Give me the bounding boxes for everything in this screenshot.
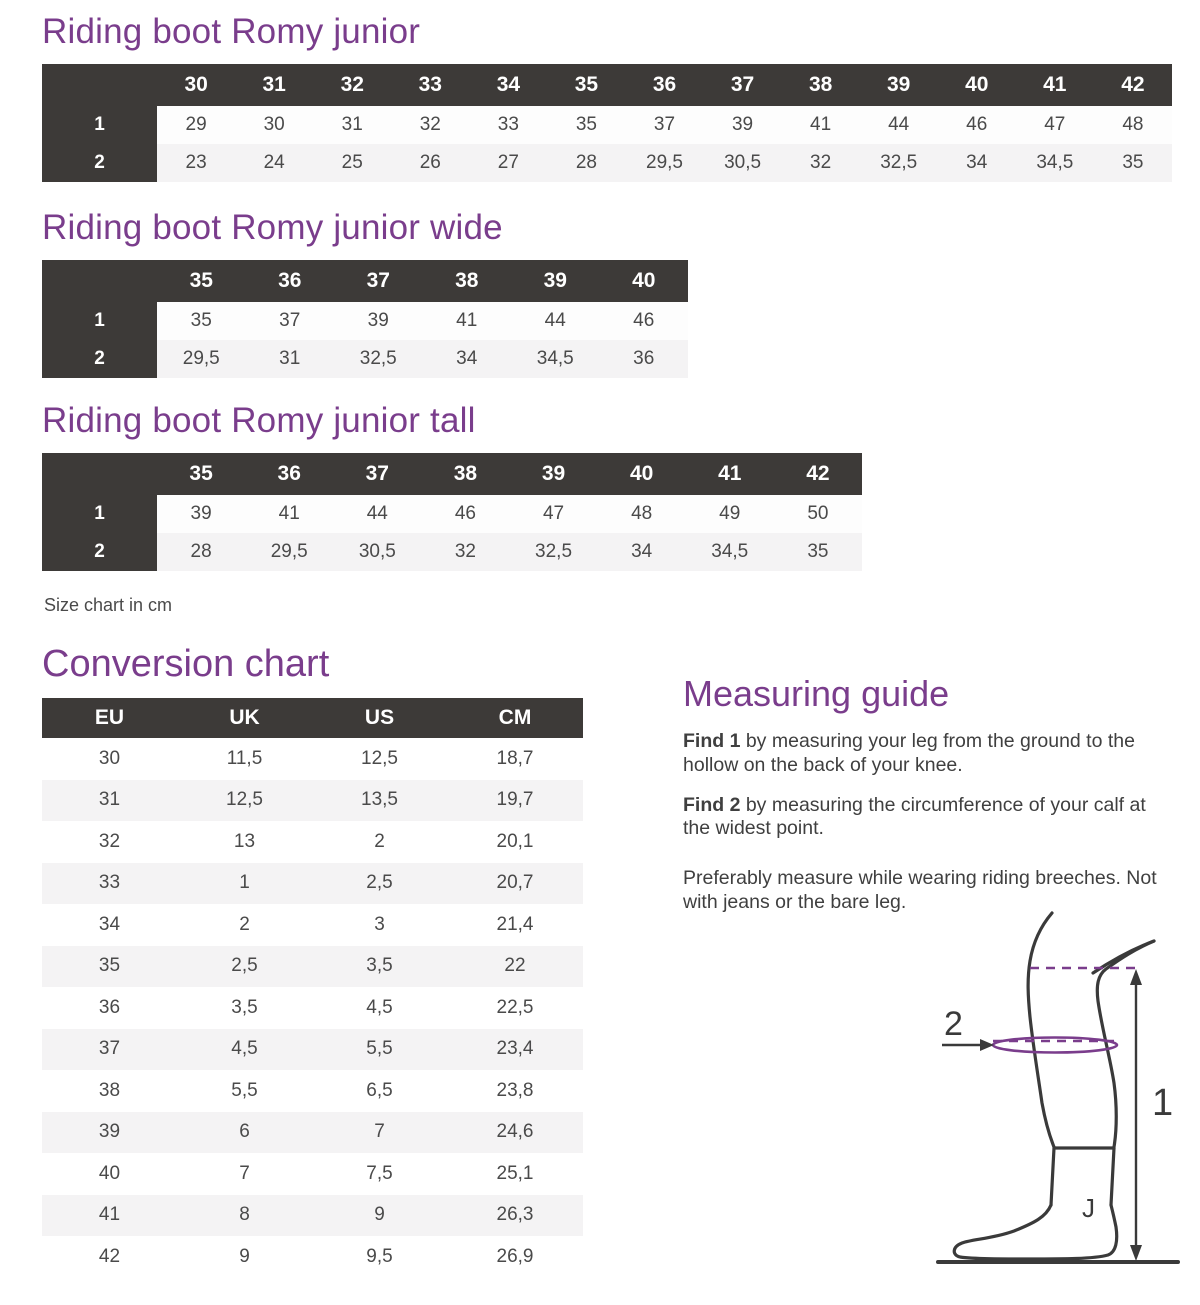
cell-us: 2,5 — [312, 863, 447, 905]
cell-uk: 1 — [177, 863, 312, 905]
column-header-cm: CM — [447, 698, 583, 738]
table-row — [42, 1195, 583, 1237]
column-header: 30 — [157, 64, 235, 106]
cell-eu: 35 — [42, 946, 177, 988]
column-header: 39 — [511, 260, 600, 302]
cell-uk: 13 — [177, 821, 312, 863]
column-header: 37 — [333, 453, 421, 495]
section-title-romy-junior: Riding boot Romy junior — [42, 12, 421, 51]
column-header: 31 — [235, 64, 313, 106]
table-row — [42, 1112, 583, 1154]
cell-us: 7,5 — [312, 1153, 447, 1195]
cell: 31 — [246, 340, 335, 378]
cell-us: 7 — [312, 1112, 447, 1154]
cell-uk: 2 — [177, 904, 312, 946]
measure-1-arrow — [1130, 969, 1142, 1261]
cell: 33 — [469, 106, 547, 144]
row-label: 1 — [42, 302, 157, 340]
cell-cm: 26,9 — [447, 1236, 583, 1278]
section-romy-junior-wide — [42, 210, 688, 378]
cell-cm: 21,4 — [447, 904, 583, 946]
cell-cm: 23,8 — [447, 1070, 583, 1112]
column-header: 37 — [334, 260, 423, 302]
cell-cm: 20,1 — [447, 821, 583, 863]
cell-us: 4,5 — [312, 987, 447, 1029]
cell: 25 — [313, 144, 391, 182]
column-header: 32 — [313, 64, 391, 106]
column-header: 38 — [782, 64, 860, 106]
cell: 48 — [598, 495, 686, 533]
cell: 39 — [704, 106, 782, 144]
cell: 39 — [157, 495, 245, 533]
column-header: 40 — [598, 453, 686, 495]
column-header: 36 — [246, 260, 335, 302]
size-table-romy-junior-tall — [42, 453, 862, 571]
cell: 34 — [938, 144, 1016, 182]
table-header-row — [42, 698, 583, 738]
column-header: 34 — [469, 64, 547, 106]
cell-cm: 18,7 — [447, 738, 583, 780]
cell: 46 — [421, 495, 509, 533]
cell: 34,5 — [511, 340, 600, 378]
section-title-romy-junior-wide: Riding boot Romy junior wide — [42, 208, 503, 247]
cell: 23 — [157, 144, 235, 182]
boot-shaft-left — [1051, 1148, 1054, 1205]
column-header: 36 — [245, 453, 333, 495]
cell: 41 — [782, 106, 860, 144]
cell-eu: 31 — [42, 780, 177, 822]
measuring-guide-paragraph-3: Preferably measure while wearing riding breeches. Not with jeans or the bare leg. — [683, 867, 1157, 913]
leg-diagram-svg — [930, 905, 1190, 1270]
cell-us: 9,5 — [312, 1236, 447, 1278]
cell: 46 — [600, 302, 689, 340]
cell: 35 — [157, 302, 246, 340]
column-header: 41 — [1016, 64, 1094, 106]
cell-us: 3,5 — [312, 946, 447, 988]
measuring-guide-paragraph-1 — [683, 730, 1163, 778]
section-title-romy-junior-tall: Riding boot Romy junior tall — [42, 401, 476, 440]
cell-uk: 7 — [177, 1153, 312, 1195]
cell-us: 2 — [312, 821, 447, 863]
cell: 28 — [157, 533, 245, 571]
cell: 49 — [686, 495, 774, 533]
cell-cm: 19,7 — [447, 780, 583, 822]
cell: 29,5 — [157, 340, 246, 378]
boot-shaft-right — [1111, 1148, 1114, 1205]
cell-eu: 32 — [42, 821, 177, 863]
cell-us: 13,5 — [312, 780, 447, 822]
table-row — [42, 987, 583, 1029]
cell: 36 — [600, 340, 689, 378]
cell-us: 3 — [312, 904, 447, 946]
find-1-text: by measuring your leg from the ground to the hollow on the back of your knee. — [683, 730, 1135, 776]
table-row — [42, 1236, 583, 1278]
cell: 34,5 — [686, 533, 774, 571]
column-header-eu: EU — [42, 698, 177, 738]
cell: 29,5 — [625, 144, 703, 182]
cell-uk: 9 — [177, 1236, 312, 1278]
row-label: 2 — [42, 144, 157, 182]
boot-mark-label: J — [1082, 1193, 1095, 1223]
column-header: 42 — [1094, 64, 1172, 106]
row-label: 2 — [42, 533, 157, 571]
measure-2-label: 2 — [944, 1005, 963, 1043]
cell-eu: 36 — [42, 987, 177, 1029]
measure-1-label: 1 — [1152, 1082, 1174, 1124]
table-row — [42, 1153, 583, 1195]
cell: 32 — [391, 106, 469, 144]
column-header: 38 — [421, 453, 509, 495]
table-row — [42, 302, 688, 340]
cell: 27 — [469, 144, 547, 182]
table-corner-cell — [42, 453, 157, 495]
size-chart-caption: Size chart in cm — [44, 595, 173, 615]
table-row — [42, 144, 1172, 182]
table-row — [42, 533, 862, 571]
cell: 48 — [1094, 106, 1172, 144]
column-header: 36 — [625, 64, 703, 106]
cell: 32,5 — [509, 533, 597, 571]
column-header: 40 — [938, 64, 1016, 106]
table-row — [42, 340, 688, 378]
cell: 34,5 — [1016, 144, 1094, 182]
leg-back-contour — [1097, 941, 1154, 1147]
column-header-us: US — [312, 698, 447, 738]
cell: 34 — [598, 533, 686, 571]
cell-cm: 26,3 — [447, 1195, 583, 1237]
column-header: 37 — [704, 64, 782, 106]
table-header-row — [42, 453, 862, 495]
cell: 44 — [511, 302, 600, 340]
cell: 32,5 — [334, 340, 423, 378]
find-2-label: Find 2 — [683, 793, 741, 816]
cell: 28 — [547, 144, 625, 182]
cell-uk: 12,5 — [177, 780, 312, 822]
cell-cm: 23,4 — [447, 1029, 583, 1071]
cell-cm: 22,5 — [447, 987, 583, 1029]
cell-eu: 30 — [42, 738, 177, 780]
cell: 47 — [1016, 106, 1094, 144]
cell: 32 — [782, 144, 860, 182]
column-header: 35 — [157, 260, 246, 302]
row-label: 1 — [42, 106, 157, 144]
conversion-table — [42, 698, 583, 1278]
table-row — [42, 904, 583, 946]
cell: 44 — [333, 495, 421, 533]
cell-uk: 4,5 — [177, 1029, 312, 1071]
cell-us: 12,5 — [312, 738, 447, 780]
column-header: 42 — [774, 453, 862, 495]
leg-measuring-diagram — [930, 905, 1190, 1270]
cell: 30 — [235, 106, 313, 144]
cell-cm: 24,6 — [447, 1112, 583, 1154]
cell: 29 — [157, 106, 235, 144]
leg-front-contour — [1028, 913, 1054, 1147]
table-row — [42, 1029, 583, 1071]
cell: 30,5 — [333, 533, 421, 571]
cell: 46 — [938, 106, 1016, 144]
cell-eu: 37 — [42, 1029, 177, 1071]
column-header: 38 — [423, 260, 512, 302]
cell: 31 — [313, 106, 391, 144]
cell-cm: 20,7 — [447, 863, 583, 905]
cell: 35 — [1094, 144, 1172, 182]
cell-uk: 5,5 — [177, 1070, 312, 1112]
table-row — [42, 495, 862, 533]
measuring-guide-paragraph-2 — [683, 794, 1163, 842]
conversion-chart-title: Conversion chart — [42, 643, 330, 685]
cell-eu: 41 — [42, 1195, 177, 1237]
cell-uk: 2,5 — [177, 946, 312, 988]
column-header: 39 — [509, 453, 597, 495]
cell: 44 — [860, 106, 938, 144]
cell-eu: 33 — [42, 863, 177, 905]
cell: 39 — [334, 302, 423, 340]
cell-eu: 34 — [42, 904, 177, 946]
table-corner-cell — [42, 260, 157, 302]
table-header-row — [42, 64, 1172, 106]
column-header: 33 — [391, 64, 469, 106]
cell-eu: 39 — [42, 1112, 177, 1154]
cell: 30,5 — [704, 144, 782, 182]
column-header: 41 — [686, 453, 774, 495]
cell-uk: 11,5 — [177, 738, 312, 780]
table-row — [42, 1070, 583, 1112]
column-header: 40 — [600, 260, 689, 302]
section-conversion-chart — [42, 645, 583, 1278]
cell-cm: 25,1 — [447, 1153, 583, 1195]
cell-us: 5,5 — [312, 1029, 447, 1071]
measuring-guide-title: Measuring guide — [683, 673, 950, 714]
cell: 41 — [423, 302, 512, 340]
row-label: 1 — [42, 495, 157, 533]
table-row — [42, 106, 1172, 144]
cell-eu: 38 — [42, 1070, 177, 1112]
table-row — [42, 738, 583, 780]
table-row — [42, 780, 583, 822]
cell: 32 — [421, 533, 509, 571]
size-table-romy-junior-wide — [42, 260, 688, 378]
cell-cm: 22 — [447, 946, 583, 988]
cell: 37 — [625, 106, 703, 144]
find-2-text: by measuring the circumference of your calf at the widest point. — [683, 793, 1146, 840]
column-header: 39 — [860, 64, 938, 106]
cell: 24 — [235, 144, 313, 182]
table-header-row — [42, 260, 688, 302]
cell: 32,5 — [860, 144, 938, 182]
section-romy-junior — [42, 14, 1172, 182]
cell: 41 — [245, 495, 333, 533]
table-row — [42, 821, 583, 863]
cell: 47 — [509, 495, 597, 533]
cell: 35 — [774, 533, 862, 571]
cell: 26 — [391, 144, 469, 182]
size-table-romy-junior — [42, 64, 1172, 182]
cell-us: 9 — [312, 1195, 447, 1237]
row-label: 2 — [42, 340, 157, 378]
cell-us: 6,5 — [312, 1070, 447, 1112]
find-1-label: Find 1 — [683, 730, 741, 752]
cell: 37 — [246, 302, 335, 340]
cell-uk: 8 — [177, 1195, 312, 1237]
cell: 50 — [774, 495, 862, 533]
cell-eu: 40 — [42, 1153, 177, 1195]
column-header: 35 — [547, 64, 625, 106]
cell-uk: 3,5 — [177, 987, 312, 1029]
paragraph-spacer — [683, 857, 1173, 867]
cell: 35 — [547, 106, 625, 144]
table-corner-cell — [42, 64, 157, 106]
section-measuring-guide — [683, 673, 1173, 931]
table-row — [42, 946, 583, 988]
section-romy-junior-tall — [42, 403, 862, 571]
column-header-uk: UK — [177, 698, 312, 738]
column-header: 35 — [157, 453, 245, 495]
cell-uk: 6 — [177, 1112, 312, 1154]
cell-eu: 42 — [42, 1236, 177, 1278]
cell: 29,5 — [245, 533, 333, 571]
table-row — [42, 863, 583, 905]
cell: 34 — [423, 340, 512, 378]
